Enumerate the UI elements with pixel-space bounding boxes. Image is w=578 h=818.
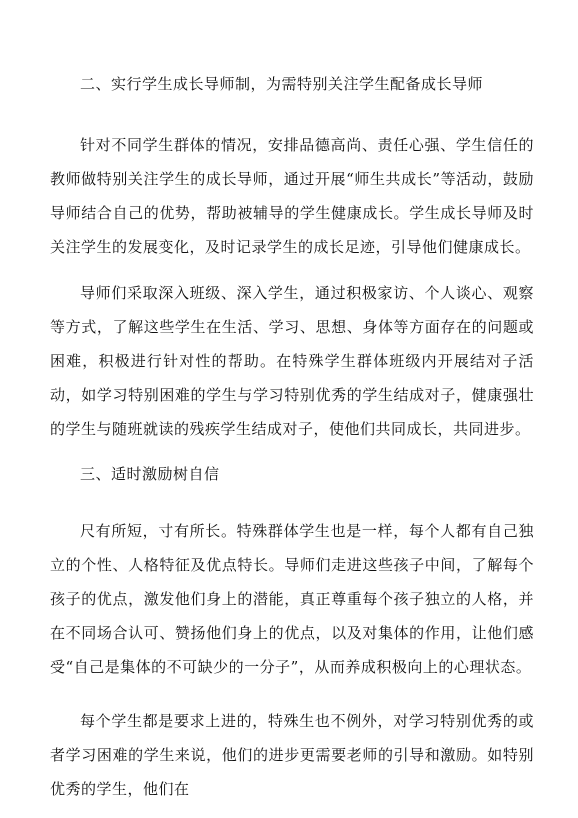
section-heading-2: 二、实行学生成长导师制，为需特别关注学生配备成长导师	[80, 75, 484, 93]
paragraph-strengths-encouragement: 尺有所短，寸有所长。特殊群体学生也是一样，每个人都有自己独立的个性、人格特征及优点特长。导师们走进这些孩子中间，了解每个孩子的优点，激发他们身上的潜能，真正尊重每个孩子独立的人格，并在不同场合认可、赞扬他们身上的优点，以及对集体的作用，让他们感受“自己是集体的不可缺少的一分子”，从而养成积极向上的心理状态。	[50, 522, 534, 676]
paragraph-progress-guidance: 每个学生都是要求上进的，特殊生也不例外，对学习特别优秀的或者学习困难的学生来说，他们的进步更需要老师的引导和激励。如特别优秀的学生，他们在	[50, 712, 534, 798]
paragraph-mentor-methods: 导师们采取深入班级、深入学生，通过积极家访、个人谈心、观察等方式，了解这些学生在生活、学习、思想、身体等方面存在的问题或困难，积极进行针对性的帮助。在特殊学生群体班级内开展结对子活动，如学习特别困难的学生与学习特别优秀的学生结成对子，健康强壮的学生与随班就读的残疾学生结成对子，使他们共同成长，共同进步。	[50, 284, 534, 438]
paragraph-mentor-assignment: 针对不同学生群体的情况，安排品德高尚、责任心强、学生信任的教师做特别关注学生的成长导师，通过开展“师生共成长”等活动，鼓励导师结合自己的优势，帮助被辅导的学生健康成长。学生成长导师及时关注学生的发展变化，及时记录学生的成长足迹，引导他们健康成长。	[50, 136, 534, 256]
section-heading-3: 三、适时激励树自信	[80, 465, 220, 483]
